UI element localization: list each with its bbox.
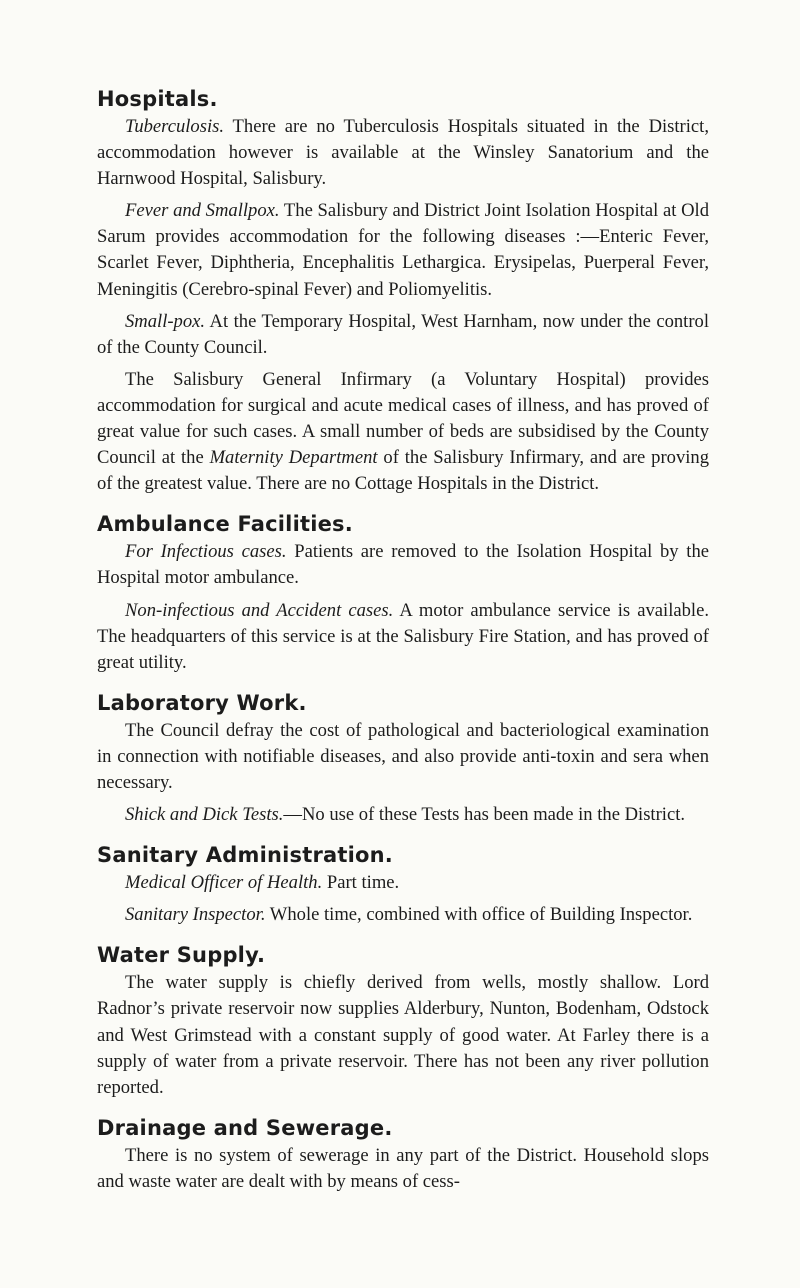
drainage-paragraph: There is no system of sewerage in any part of the District. Household slops and waste water are dealt with by means of cess- <box>97 1144 709 1192</box>
fever-text: The Salisbury and District Joint Isolation Hospital at Old Sarum provides accommodation for the following diseases :—Enteric Fever, Scarlet Fever, Diphtheria, Encephalitis Lethargica. Erysipelas, Puerperal Fever, Meningitis (Cerebro-spinal Fever) and Poliomyelitis. <box>97 200 709 300</box>
sanitary-section <box>97 842 709 928</box>
maternity-label: Maternity Department <box>209 447 378 469</box>
ambulance-heading: Ambulance Facilities. <box>97 512 353 537</box>
moh-label: Medical Officer of Health. <box>125 872 323 894</box>
infectious-paragraph <box>97 539 709 591</box>
water-heading: Water Supply. <box>97 943 266 968</box>
tuberculosis-paragraph <box>97 114 709 192</box>
water-section <box>97 942 709 1100</box>
shick-label: Shick and Dick Tests. <box>125 804 284 826</box>
infirmary-paragraph <box>97 367 709 497</box>
moh-text: Part time. <box>322 872 400 894</box>
fever-label: Fever and Smallpox. <box>125 200 280 222</box>
smallpox-text: At the Temporary Hospital, West Harnham, now under the control of the County Council. <box>97 310 709 358</box>
shick-text: —No use of these Tests has been made in the District. <box>283 804 686 826</box>
infirmary-text-1: The Salisbury General Infirmary (a Voluntary Hospital) provides accommodation for surgical and acute medical cases of illness, and has proved of great value for such cases. A small number of beds are subsidised by the County Council at the <box>97 368 709 469</box>
moh-paragraph <box>97 870 709 896</box>
hospitals-heading: Hospitals. <box>97 87 218 111</box>
laboratory-heading: Laboratory Work. <box>97 690 307 715</box>
inspector-label: Sanitary Inspector. <box>125 904 266 926</box>
document-page <box>97 86 709 1209</box>
smallpox-paragraph <box>97 309 709 361</box>
noninfectious-label: Non-infectious and Accident cases. <box>125 599 394 621</box>
laboratory-section <box>97 690 709 828</box>
drainage-section <box>97 1115 709 1195</box>
hospitals-section <box>97 86 709 497</box>
infectious-label: For Infectious cases. <box>125 541 287 563</box>
tuberculosis-text: There are no Tuberculosis Hospitals situated in the District, accommodation however is available at the Winsley Sanatorium and the Harnwood Hospital, Salisbury. <box>97 116 709 190</box>
infectious-text: Patients are removed to the Isolation Hospital by the Hospital motor ambulance. <box>97 541 709 589</box>
ambulance-section <box>97 511 709 675</box>
fever-paragraph <box>97 198 709 302</box>
infirmary-text-2: of the Salisbury Infirmary, and are proving of the greatest value. There are no Cottage Hospitals in the District. <box>97 447 710 495</box>
inspector-text: Whole time, combined with office of Building Inspector. <box>265 904 693 926</box>
smallpox-label: Small-pox. <box>125 310 206 332</box>
noninfectious-paragraph <box>97 598 709 676</box>
inspector-paragraph <box>97 902 709 928</box>
shick-paragraph <box>97 802 709 828</box>
tuberculosis-label: Tuberculosis. <box>125 116 225 137</box>
drainage-heading: Drainage and Sewerage. <box>97 1115 393 1140</box>
noninfectious-text: A motor ambulance service is available. The headquarters of this service is at the Salisbury Fire Station, and has proved of great utility. <box>97 599 709 673</box>
laboratory-paragraph: The Council defray the cost of pathological and bacteriological examination in connection with notifiable diseases, and also provide anti-toxin and sera when necessary. <box>97 719 709 793</box>
sanitary-heading: Sanitary Administration. <box>97 843 393 868</box>
water-paragraph: The water supply is chiefly derived from wells, mostly shallow. Lord Radnor’s private reservoir now supplies Alderbury, Nunton, Bodenham, Odstock and West Grimstead with a constant supply of good water. At Farley there is a supply of water from a private reservoir. There has not been any river pollution reported. <box>97 972 709 1098</box>
